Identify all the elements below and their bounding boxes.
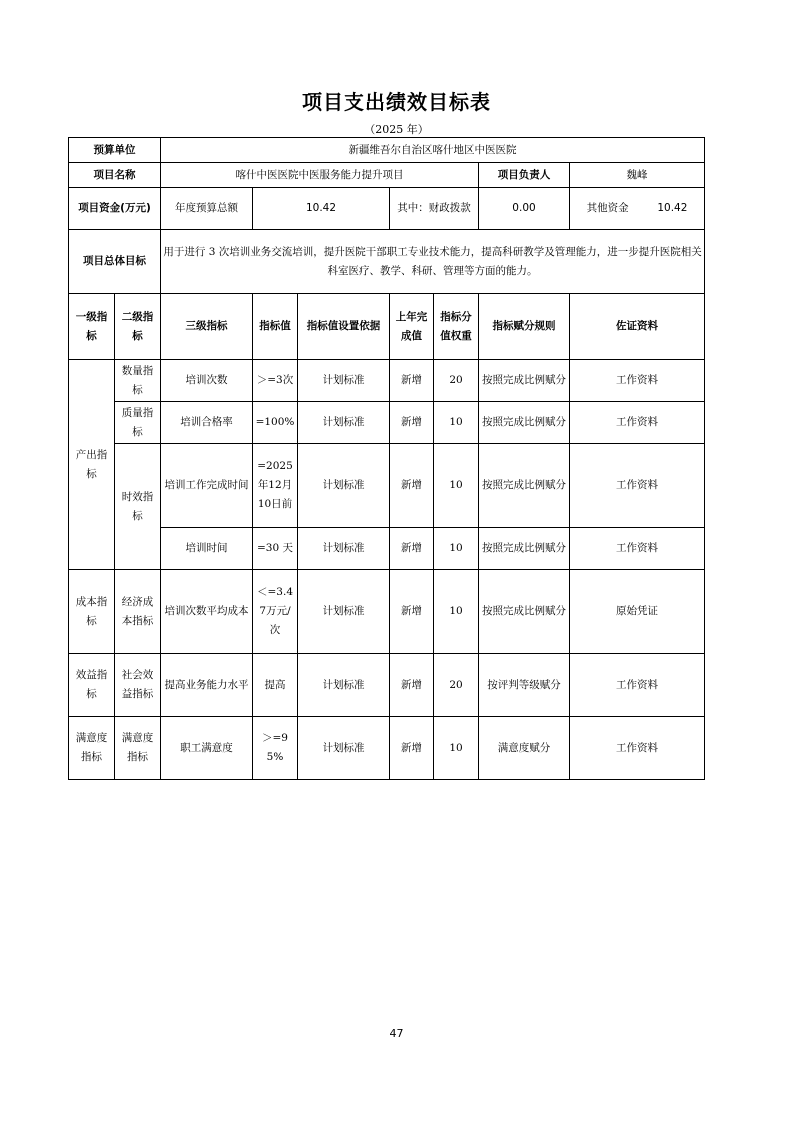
row-value: =2025年12月10日前 (253, 444, 298, 528)
row-value: =100% (253, 402, 298, 444)
row-value: ＞=95% (253, 717, 298, 780)
row-evidence: 工作资料 (570, 528, 705, 570)
header-rule: 指标赋分规则 (479, 294, 570, 360)
row-evidence: 工作资料 (570, 654, 705, 717)
row-rule: 按照完成比例赋分 (479, 444, 570, 528)
row-indicator: 培训工作完成时间 (161, 444, 253, 528)
group-output: 产出指标 (69, 360, 115, 570)
row-basis: 计划标准 (298, 528, 390, 570)
table-row (69, 444, 705, 528)
other-funds-label: 其他资金 (586, 202, 629, 214)
row-last-year: 新增 (390, 360, 434, 402)
row-basis: 计划标准 (298, 717, 390, 780)
other-funds-value: 10.42 (657, 202, 688, 214)
row-indicator: 培训合格率 (161, 402, 253, 444)
budget-unit-row (69, 138, 705, 163)
row-rule: 按照完成比例赋分 (479, 402, 570, 444)
project-name-label: 项目名称 (69, 163, 161, 188)
page-number: 47 (389, 1027, 404, 1040)
row-indicator: 培训次数平均成本 (161, 570, 253, 654)
row-value: =30 天 (253, 528, 298, 570)
header-basis: 指标值设置依据 (298, 294, 390, 360)
row-evidence: 原始凭证 (570, 570, 705, 654)
row-evidence: 工作资料 (570, 444, 705, 528)
subgroup-satisfaction: 满意度指标 (115, 717, 161, 780)
header-level1: 一级指标 (69, 294, 115, 360)
table-row (69, 402, 705, 444)
row-evidence: 工作资料 (570, 717, 705, 780)
document-year: （2025 年） (364, 123, 429, 136)
subgroup-quality: 质量指标 (115, 402, 161, 444)
document-title: 项目支出绩效目标表 (302, 90, 491, 114)
fiscal-label: 其中：财政拨款 (390, 188, 479, 230)
subgroup-timeliness: 时效指标 (115, 444, 161, 570)
project-name-value: 喀什中医医院中医服务能力提升项目 (161, 163, 479, 188)
row-value: ＜=3.47万元/次 (253, 570, 298, 654)
group-cost: 成本指标 (69, 570, 115, 654)
header-value: 指标值 (253, 294, 298, 360)
row-rule: 满意度赋分 (479, 717, 570, 780)
group-benefit: 效益指标 (69, 654, 115, 717)
row-last-year: 新增 (390, 570, 434, 654)
row-weight: 10 (434, 528, 479, 570)
row-weight: 20 (434, 360, 479, 402)
other-funds-cell (570, 188, 705, 230)
row-basis: 计划标准 (298, 444, 390, 528)
project-leader-value: 魏峰 (570, 163, 705, 188)
row-weight: 10 (434, 402, 479, 444)
row-value: 提高 (253, 654, 298, 717)
project-leader-label: 项目负责人 (479, 163, 570, 188)
goal-label: 项目总体目标 (69, 230, 161, 294)
row-last-year: 新增 (390, 444, 434, 528)
goal-text: 用于进行 3 次培训业务交流培训，提升医院干部职工专业技术能力，提高科研教学及管理能力，进一步提升医院相关科室医疗、教学、科研、管理等方面的能力。 (161, 230, 705, 294)
header-level2: 二级指标 (115, 294, 161, 360)
table-row (69, 360, 705, 402)
funds-row (69, 188, 705, 230)
row-indicator: 培训时间 (161, 528, 253, 570)
row-weight: 10 (434, 717, 479, 780)
row-basis: 计划标准 (298, 360, 390, 402)
row-rule: 按照完成比例赋分 (479, 528, 570, 570)
row-weight: 10 (434, 444, 479, 528)
row-last-year: 新增 (390, 528, 434, 570)
table-row (69, 570, 705, 654)
indicator-header-row (69, 294, 705, 360)
table-row (69, 717, 705, 780)
row-basis: 计划标准 (298, 654, 390, 717)
fiscal-value: 0.00 (479, 188, 570, 230)
goal-row (69, 230, 705, 294)
row-weight: 10 (434, 570, 479, 654)
row-indicator: 培训次数 (161, 360, 253, 402)
row-last-year: 新增 (390, 717, 434, 780)
row-evidence: 工作资料 (570, 360, 705, 402)
header-evidence: 佐证资料 (570, 294, 705, 360)
header-level3: 三级指标 (161, 294, 253, 360)
project-name-row (69, 163, 705, 188)
row-weight: 20 (434, 654, 479, 717)
row-indicator: 职工满意度 (161, 717, 253, 780)
subgroup-economic: 经济成本指标 (115, 570, 161, 654)
row-rule: 按评判等级赋分 (479, 654, 570, 717)
subgroup-social: 社会效益指标 (115, 654, 161, 717)
row-rule: 按照完成比例赋分 (479, 360, 570, 402)
funds-label: 项目资金(万元) (69, 188, 161, 230)
budget-unit-label: 预算单位 (69, 138, 161, 163)
row-basis: 计划标准 (298, 402, 390, 444)
table-row (69, 654, 705, 717)
annual-budget-label: 年度预算总额 (161, 188, 253, 230)
group-satisfaction: 满意度指标 (69, 717, 115, 780)
row-value: ＞=3次 (253, 360, 298, 402)
row-last-year: 新增 (390, 402, 434, 444)
row-basis: 计划标准 (298, 570, 390, 654)
row-evidence: 工作资料 (570, 402, 705, 444)
annual-budget-value: 10.42 (253, 188, 390, 230)
header-weight: 指标分值权重 (434, 294, 479, 360)
subgroup-quantity: 数量指标 (115, 360, 161, 402)
budget-unit-value: 新疆维吾尔自治区喀什地区中医医院 (161, 138, 705, 163)
row-indicator: 提高业务能力水平 (161, 654, 253, 717)
row-rule: 按照完成比例赋分 (479, 570, 570, 654)
row-last-year: 新增 (390, 654, 434, 717)
table-row (69, 528, 705, 570)
header-last-year: 上年完成值 (390, 294, 434, 360)
performance-target-table (68, 137, 705, 780)
